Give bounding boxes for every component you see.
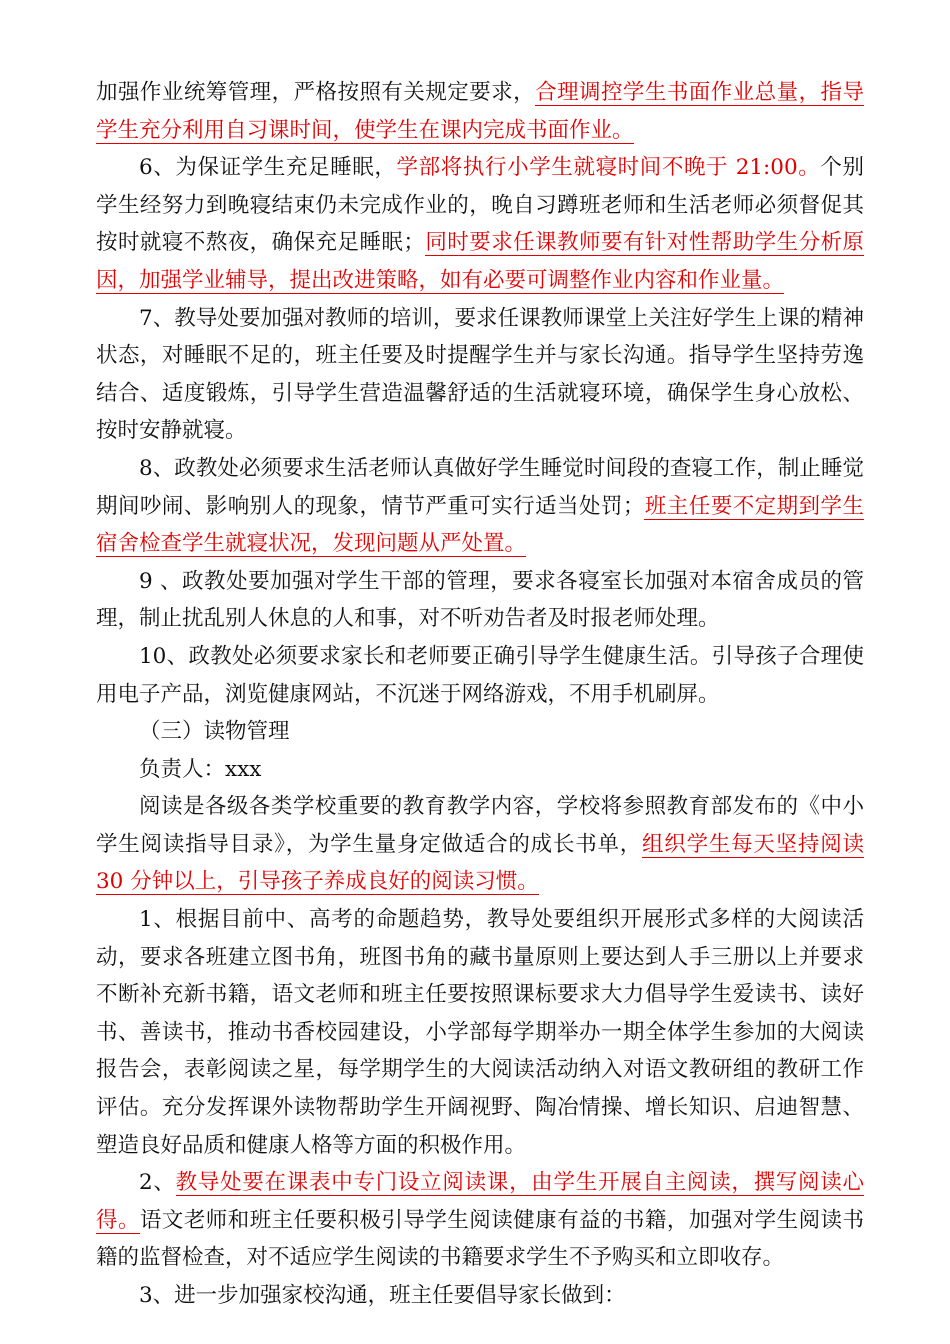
paragraph-reading-1: 1、根据目前中、高考的命题趋势，教导处要组织开展形式多样的大阅读活动，要求各班建立图书角，班图书角的藏书量原则上要达到人手三册以上并要求不断补充新书籍，语文老师和班主任要按照课标要求大力倡导学生爱读书、读好书、善读书，推动书香校园建设，小学部每学期举办一期全体学生参加的大阅读报告会，表彰阅读之星，每学期学生的大阅读活动纳入对语文教研组的教研工作评估。充分发挥课外读物帮助学生开阔视野、陶冶情操、增长知识、启迪智慧、塑造良好品质和健康人格等方面的积极作用。 [96,907,864,1158]
highlighted-text: 班主任要不定期到学生宿舍检查学生就寝状况，发现问题从严处置。 [96,493,864,557]
responsible-person: 负责人：xxx [139,756,262,782]
paragraph-homework [96,74,864,149]
paragraph-reading-intro [96,788,864,901]
paragraph-reading-2 [96,1164,864,1277]
text: 个别学生经努力到晚寝结束仍未完成作业的，晚自习蹲班老师和生活老师必须督促其按时就寝不熬夜，确保充足睡眠； [96,155,864,256]
section-heading-reading: （三）读物管理 [139,719,290,745]
text: 加强作业统筹管理，严格按照有关规定要求， [96,80,536,105]
text: 8、政教处必须要求生活老师认真做好学生睡觉时间段的查寝工作，制止睡觉期间吵闹、影响别人的现象，情节严重可实行适当处罚； [96,455,864,519]
paragraph-9-student-cadres: 9 、政教处要加强对学生干部的管理，要求各寝室长加强对本宿舍成员的管理，制止扰乱别人休息的人和事，对不听劝告者及时报老师处理。 [96,568,864,632]
paragraph-6-sleep [96,149,864,299]
paragraph-10-healthy-life: 10、政教处必须要求家长和老师要正确引导学生健康生活。引导孩子合理使用电子产品，浏览健康网站，不沉迷于网络游戏，不用手机刷屏。 [96,643,864,707]
paragraph-8-dorm-check [96,450,864,563]
highlighted-text: 组织学生每天坚持阅读 30 分钟以上，引导孩子养成良好的阅读习惯。 [96,831,864,895]
red-text: 学部将执行小学生就寝时间不晚于 21:00。 [396,155,821,181]
document-body [96,74,864,1315]
text: 语文老师和班主任要积极引导学生阅读健康有益的书籍，加强对学生阅读书籍的监督检查，对不适应学生阅读的书籍要求学生不予购买和立即收存。 [96,1207,864,1271]
text: 2、 [139,1170,176,1196]
paragraph-7-training: 7、教导处要加强对教师的培训，要求任课教师课堂上关注好学生上课的精神状态，对睡眠不足的，班主任要及时提醒学生并与家长沟通。指导学生坚持劳逸结合、适度锻炼，引导学生营造温馨舒适的生活就寝环境，确保学生身心放松、按时安静就寝。 [96,305,864,444]
highlighted-text: 合理调控学生书面作业总量，指导学生充分利用自习课时间，使学生在课内完成书面作业。 [96,80,864,143]
text: 阅读是各级各类学校重要的教育教学内容，学校将参照教育部发布的《中小学生阅读指导目录》，为学生量身定做适合的成长书单， [96,794,864,857]
paragraph-reading-3: 3、进一步加强家校沟通，班主任要倡导家长做到： [139,1283,626,1308]
highlighted-text: 同时要求任课教师要有针对性帮助学生分析原因，加强学业辅导，提出改进策略，如有必要可调整作业内容和作业量。 [96,230,864,293]
highlighted-text: 教导处要在课表中专门设立阅读课，由学生开展自主阅读，撰写阅读心得。 [96,1170,864,1233]
text: 6、为保证学生充足睡眠， [139,155,397,181]
